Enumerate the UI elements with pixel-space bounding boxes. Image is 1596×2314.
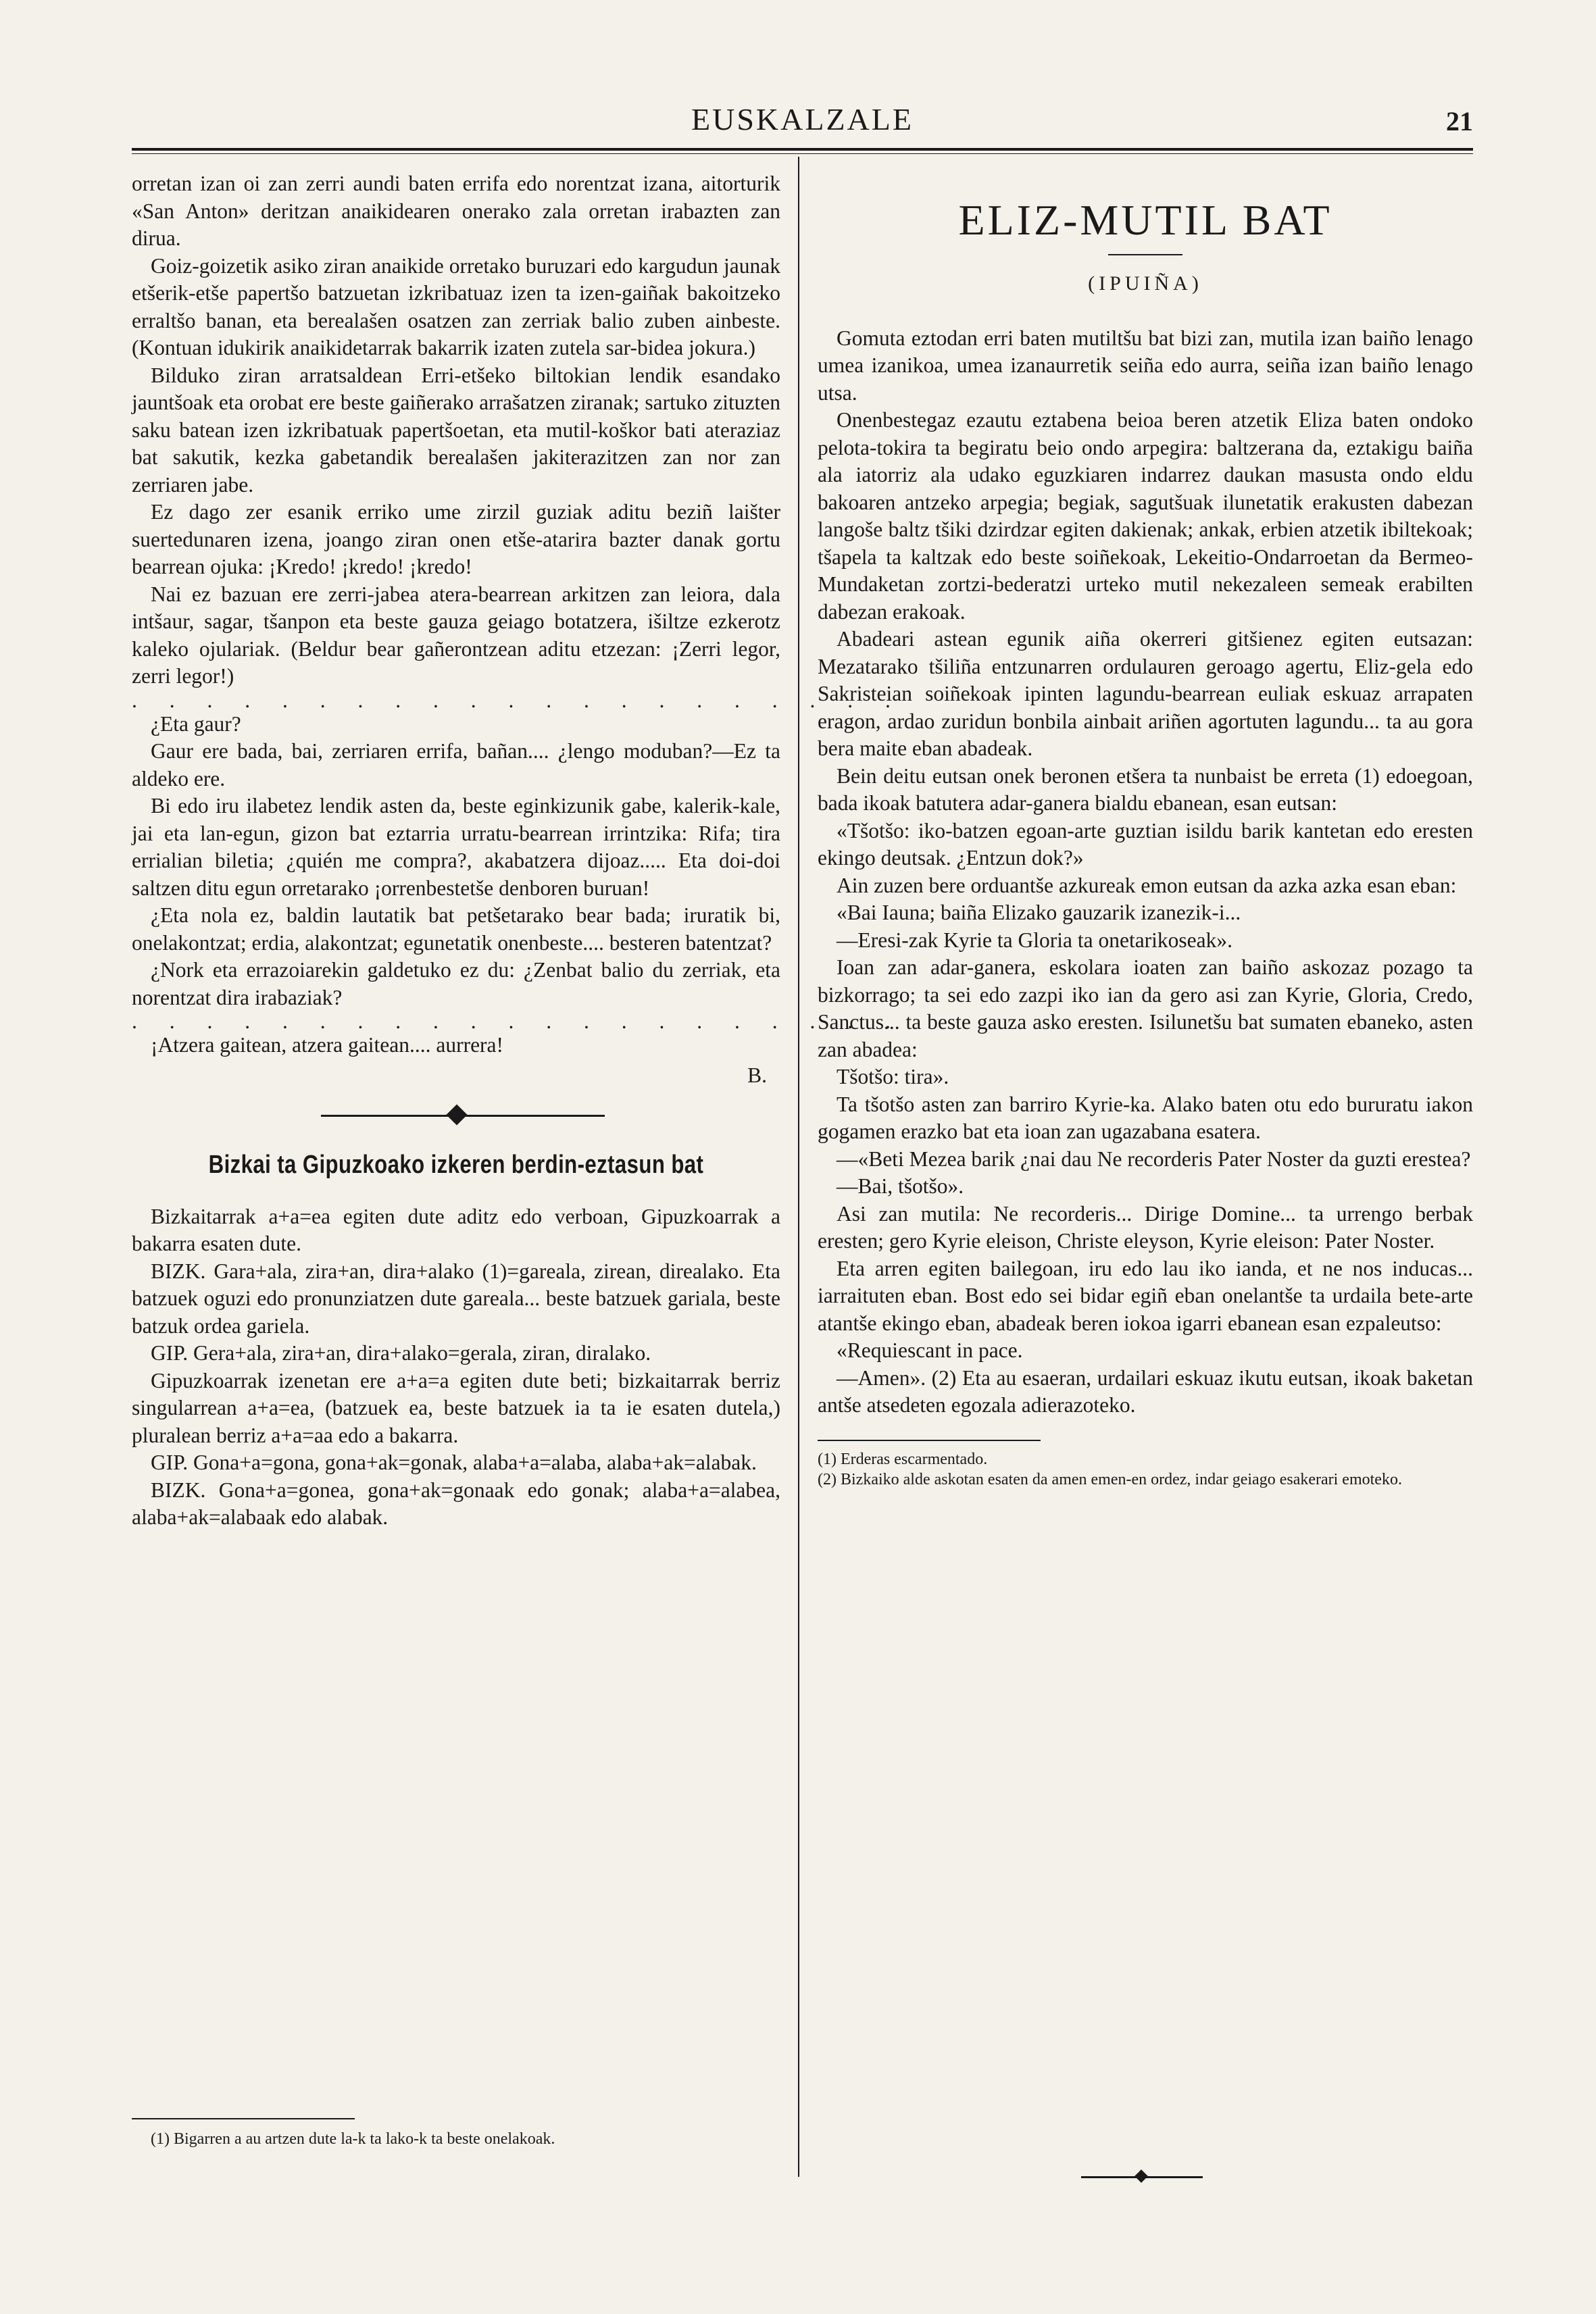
- section-ornament: [132, 1100, 780, 1131]
- paragraph: Ioan zan adar-ganera, eskolara ioaten zan baiño askozaz pozago ta bizkorrago; ta sei edo zazpi iko ian da gero asi zan Kyrie, Gloria, Credo, Sanctus... ta beste gauza asko eresten. Isilunetšu bat sumaten ebaneko, asten zan abadea:: [818, 955, 1473, 1061]
- ornament-diamond-icon: [446, 1104, 467, 1125]
- paragraph: «Tšotšo: iko-batzen egoan-arte guztian isildu barik kantetan edo eresten ekingo deutsak. ¿Entzun dok?»: [818, 818, 1473, 870]
- paragraph: BIZK. Gara+ala, zira+an, dira+alako (1)=gareala, zirean, direalako. Eta batzuek oguzi edo pronunziatzen dute gareala... beste batzuek gariala, beste batzuk ordea gariela.: [132, 1259, 780, 1338]
- footnote: (2) Bizkaiko alde askotan esaten da amen emen-en ordez, indar geiago esakerari emoteko.: [818, 1470, 1402, 1488]
- paragraph: —Bai, tšotšo».: [837, 1174, 964, 1198]
- paragraph: Onenbestegaz ezautu eztabena beioa beren atzetik Eliza baten ondoko pelota-tokira ta begiratu beio ondo arpegira: baltzerana da, eztakigu baiña ala iatorriz ala udako eguzkiaren indarrez daukan masusta ondo eldu bakoaren antzeko arpegia; begiak, sagutšuak ilunetatik erakusten dabezan langoše baltz tšiki dzirdzar egiten dakienak; ankak, erbien atzetik ibiltekoak; tšapela ta kaltzak edo beste soiñekoak, Lekeitio-Ondarroetan da Bermeo-Mundaketan zortzi-bederatzi urteko mutil nekezaleen semeak erabilten dabezan erakoak.: [818, 408, 1473, 624]
- paragraph: Ain zuzen bere orduantše azkureak emon eutsan da azka azka esan eban:: [837, 873, 1457, 897]
- ornament-diamond-icon: [1134, 2169, 1148, 2183]
- paragraph: Asi zan mutila: Ne recorderis... Dirige Domine... ta urrengo berbak eresten; gero Kyrie eleison, Christe eleyson, Kyrie eleison: Pater Noster.: [818, 1201, 1473, 1253]
- footnote-rule: [818, 1440, 1041, 1441]
- ellipsis-row: . . . . . . . . . . . . . . . . . . . . .: [132, 1009, 904, 1033]
- paragraph: «Bai Iauna; baiña Elizako gauzarik izanezik-i...: [837, 901, 1241, 924]
- paragraph: BIZK. Gona+a=gonea, gona+ak=gonaak edo gonak; alaba+a=alabea, alaba+ak=alabaak edo alabak.: [132, 1478, 780, 1529]
- paragraph: Ez dago zer esanik erriko ume zirzil guziak aditu beziñ laišter suertedunaren izena, joango ziran onen etše-atarira bazter danak gortu bearrean ojuka: ¡Kredo! ¡kredo! ¡kredo!: [132, 500, 780, 578]
- paragraph: ¿Eta gaur?: [151, 711, 241, 736]
- paragraph: Bi edo iru ilabetez lendik asten da, beste eginkizunik gabe, kalerik-kale, jai eta lan-egun, gizon bat eztarria urratu-bearrean irrintzika: Rifa; tira errialian biletia; ¿quién me compra?, akabatzera dijoaz..... Eta doi-doi saltzen ditu egun orretarako ¡orrenbestetše denboren buruan!: [132, 794, 780, 900]
- footnote: (1) Erderas escarmentado.: [818, 1450, 988, 1468]
- paragraph: ¿Eta nola ez, baldin lautatik bat petšetarako bear bada; iruratik bi, onelakontzat; erdia, alakontzat; egunetatik onenbeste.... besteren batentzat?: [132, 903, 780, 955]
- paragraph: Gomuta eztodan erri baten mutiltšu bat bizi zan, mutila izan baiño lenago umea izanikoa, umea izanaurretik seiña edo aurra, seiña izan baiño lenago utsa.: [818, 326, 1473, 405]
- paragraph: Bizkaitarrak a+a=ea egiten dute aditz edo verboan, Gipuzkoarrak a bakarra esaten dute.: [132, 1204, 780, 1255]
- paragraph: ¿Nork eta errazoiarekin galdetuko ez du: ¿Zenbat balio du zerriak, eta norentzat dira irabaziak?: [132, 958, 780, 1009]
- header-rule-thin: [132, 153, 1473, 154]
- ellipsis-row: . . . . . . . . . . . . . . . . . . . . .: [132, 688, 904, 712]
- page-number: 21: [1446, 106, 1473, 136]
- paragraph: —«Beti Mezea barik ¿nai dau Ne recorderis Pater Noster da guzti erestea?: [837, 1147, 1471, 1171]
- paragraph: —Eresi-zak Kyrie ta Gloria ta onetarikoseak».: [837, 928, 1233, 952]
- paragraph: Gipuzkoarrak izenetan ere a+a=a egiten dute beti; bizkaitarrak berriz singularrean a+a=ea, (batzuek ea, beste batzuek ia ta ie esaten dutela,) pluralean berriz a+a=aa edo a bakarra.: [132, 1368, 780, 1447]
- paragraph: GIP. Gona+a=gona, gona+ak=gonak, alaba+a=alaba, alaba+ak=alabak.: [151, 1451, 757, 1474]
- story-title: ELIZ-MUTIL BAT: [958, 196, 1332, 244]
- right-column: [818, 170, 1473, 1490]
- paragraph: Eta arren egiten bailegoan, iru edo lau iko ianda, et ne nos inducas... iarraituten eban. Bost edo sei bidar egiñ eban onelantše ta urdaila bete-arte atantše ekingo eban, abadeak beren iokoa igarri ebanean esan ezpaleutso:: [818, 1256, 1473, 1335]
- paragraph: Goiz-goizetik asiko ziran anaikide orretako buruzari edo kargudun jaunak etšerik-etše papertšo batzuetan izkribatuaz izen ta izen-gaiñak bakoitzeko erraltšo banan, eta berealašen osatzen zan zerriak balio zuben ainbeste. (Kontuan idukirik anaikidetarrak bakarrik izaten zutela sar-bidea jokura.): [132, 253, 780, 359]
- story-subtitle: (IPUIÑA): [1088, 272, 1203, 295]
- paragraph: Ta tšotšo asten zan barriro Kyrie-ka. Alako baten otu edo bururatu iakon gogamen erazko bat eta ioan zan ugazabana esatera.: [818, 1092, 1473, 1143]
- paragraph: —Amen». (2) Eta au esaeran, urdailari eskuaz ikutu eutsan, ikoak baketan antše atsedeten egozala adierazoteko.: [818, 1365, 1473, 1417]
- page-header: [132, 101, 1473, 146]
- paragraph: Nai ez bazuan ere zerri-jabea atera-bearrean arkitzen zan leiora, dala intšaur, sagar, tšanpon eta beste gauza geiago botatzera, išiltze ezkerotz kaleko ojulariak. (Beldur bear gañerontzean aditu etzezan: ¡Zerri legor, zerri legor!): [132, 582, 780, 688]
- footnote: (1) Bigarren a au artzen dute la-k ta lako-k ta beste onelakoak.: [151, 2130, 555, 2148]
- paragraph: Gaur ere bada, bai, zerriaren errifa, bañan.... ¿lengo moduban?—Ez ta aldeko ere.: [132, 739, 780, 790]
- paragraph: GIP. Gera+ala, zira+an, dira+alako=gerala, ziran, diralako.: [151, 1341, 651, 1365]
- running-title: EUSKALZALE: [691, 102, 914, 136]
- title-rule: [1108, 254, 1182, 255]
- paragraph: orretan izan oi zan zerri aundi baten errifa edo norentzat izana, aitorturik «San Anton» deritzan anaikidearen onerako zala orretan irabazten zan dirua.: [132, 172, 780, 250]
- left-footnotes: [132, 2118, 780, 2149]
- signature: B.: [747, 1063, 767, 1087]
- section-title: Bizkai ta Gipuzkoako izkeren berdin-eztasun bat: [208, 1151, 704, 1179]
- paragraph: «Requiescant in pace.: [837, 1338, 1023, 1362]
- paragraph: Abadeari astean egunik aiña okerreri gitšienez egiten eutsazan: Mezatarako tšiliña entzunarren ordulauren geroago agertu, Eliz-gela edo Sakristeian soiñekoak ipinten lagundu-bearrean euliak eskuaz arrapaten eragon, ardao zuridun bonbila ainbait ariñen agortuten lagundu... ta au gora bera maite eban abadeak.: [818, 627, 1473, 760]
- closing-line: ¡Atzera gaitean, atzera gaitean.... aurrera!: [151, 1033, 504, 1057]
- footnote-rule: [132, 2118, 355, 2119]
- bottom-ornament: [1081, 2170, 1203, 2184]
- paragraph: Bilduko ziran arratsaldean Erri-etšeko biltokian lendik esandako jauntšoak eta orobat ere beste gaiñerako arrašatzen ziranak; sartuko zituzten saku batean izen izkribatuak papertšoetan, eta mutil-koškor bati ateraziaz bat sakutik, kezka gabetandik berealašen jakiterazitzen zan nor zan zerriaren jabe.: [132, 363, 780, 497]
- paragraph: Bein deitu eutsan onek beronen etšera ta nunbaist be erreta (1) edoegoan, bada ikoak batutera adar-ganera bialdu ebanean, esan eutsan:: [818, 763, 1473, 815]
- header-rule: [132, 148, 1473, 151]
- right-footnotes: [818, 1440, 1473, 1490]
- paragraph: Tšotšo: tira».: [837, 1065, 949, 1088]
- column-divider: [798, 157, 799, 2177]
